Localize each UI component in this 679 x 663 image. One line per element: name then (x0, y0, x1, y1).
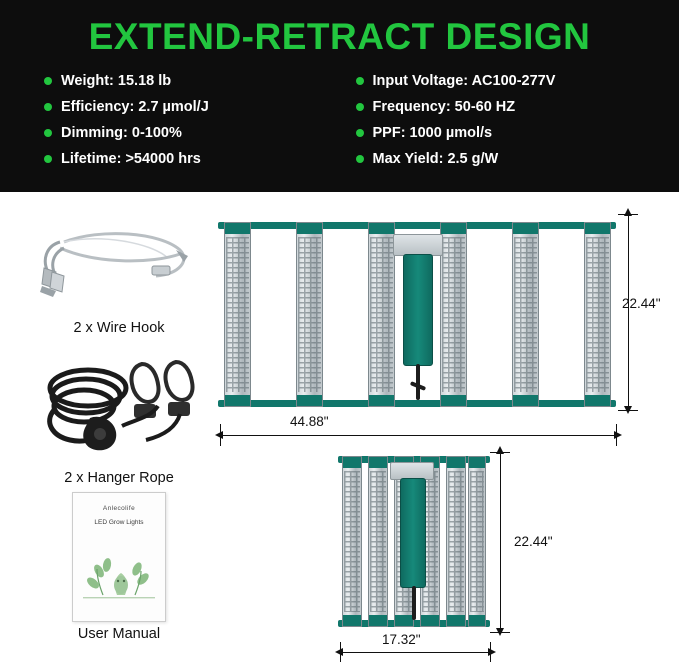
led-bar (584, 222, 611, 407)
spec-banner (0, 0, 679, 192)
bullet-icon (44, 77, 52, 85)
manual-subtitle: LED Grow Lights (94, 519, 144, 526)
product-diagram-area (0, 192, 679, 663)
dimension-line-top-width (222, 435, 614, 436)
frame-rail-bottom (218, 400, 616, 407)
frame-rail-top (218, 222, 616, 229)
accessory-label: 2 x Hanger Rope (64, 470, 174, 486)
dimension-label-bottom-height: 22.44" (514, 534, 553, 549)
dimension-tick (220, 424, 221, 446)
spec-text: Input Voltage: AC100-277V (372, 73, 556, 89)
spec-column-left (0, 68, 340, 172)
dimension-tick (490, 452, 510, 453)
dimension-label-bottom-width: 17.32" (382, 632, 421, 647)
led-bar (468, 456, 486, 627)
led-bar (296, 222, 323, 407)
spec-column-right (340, 68, 679, 172)
dimension-tick (618, 214, 638, 215)
spec-text: Lifetime: >54000 hrs (61, 151, 201, 167)
led-bar (368, 222, 395, 407)
spec-item (44, 94, 340, 120)
power-cable (416, 364, 420, 400)
spec-item (44, 120, 340, 146)
led-fixture-top-view (218, 212, 616, 412)
dimension-line-bottom-width (342, 652, 488, 653)
spec-item (356, 146, 679, 172)
manual-brand: Anlecolife (102, 505, 136, 512)
bullet-icon (44, 103, 52, 111)
spec-text: Weight: 15.18 lb (61, 73, 172, 89)
accessory-label: User Manual (77, 626, 161, 642)
bullet-icon (356, 129, 364, 137)
wire-hook-icon (30, 220, 208, 316)
bullet-icon (44, 129, 52, 137)
accessory-wire-hook (30, 220, 208, 336)
led-bar (440, 222, 467, 407)
spec-text: Frequency: 50-60 HZ (372, 99, 516, 115)
led-bar (342, 456, 362, 627)
dimension-tick (490, 642, 491, 662)
dimension-line-bottom-height (500, 452, 501, 632)
dimension-tick (618, 410, 638, 411)
arrow-left-icon (335, 648, 343, 656)
page-title: EXTEND-RETRACT DESIGN (88, 16, 591, 57)
dimension-label-top-width: 44.88" (290, 414, 329, 429)
driver-box (403, 254, 433, 366)
led-bar (512, 222, 539, 407)
accessory-hanger-rope (30, 344, 208, 486)
hanger-rope-icon (30, 344, 208, 466)
dimension-tick (340, 642, 341, 662)
spec-item (356, 94, 679, 120)
dimension-label-top-height: 22.44" (622, 296, 661, 311)
bullet-icon (356, 103, 364, 111)
driver-box (400, 478, 426, 588)
spec-item (356, 68, 679, 94)
spec-text: PPF: 1000 µmol/s (372, 125, 493, 141)
spec-text: Efficiency: 2.7 µmol/J (61, 99, 209, 115)
spec-item (44, 68, 340, 94)
dimension-tick (616, 424, 617, 446)
power-cable (412, 586, 416, 620)
accessory-user-manual (30, 492, 208, 642)
accessory-label: 2 x Wire Hook (73, 320, 165, 336)
spec-text: Dimming: 0-100% (61, 125, 182, 141)
user-manual-icon (72, 492, 166, 622)
bullet-icon (44, 155, 52, 163)
spec-item (44, 146, 340, 172)
driver-mount-plate (393, 234, 443, 256)
bullet-icon (356, 77, 364, 85)
arrow-left-icon (215, 431, 223, 439)
spec-list (0, 68, 679, 172)
dimension-line-top-height (628, 214, 629, 410)
led-bar (224, 222, 251, 407)
dimension-tick (490, 632, 510, 633)
spec-item (356, 120, 679, 146)
led-fixture-retracted-view (338, 450, 490, 634)
led-bar (368, 456, 388, 627)
bullet-icon (356, 155, 364, 163)
led-bar (446, 456, 466, 627)
spec-text: Max Yield: 2.5 g/W (372, 151, 499, 167)
